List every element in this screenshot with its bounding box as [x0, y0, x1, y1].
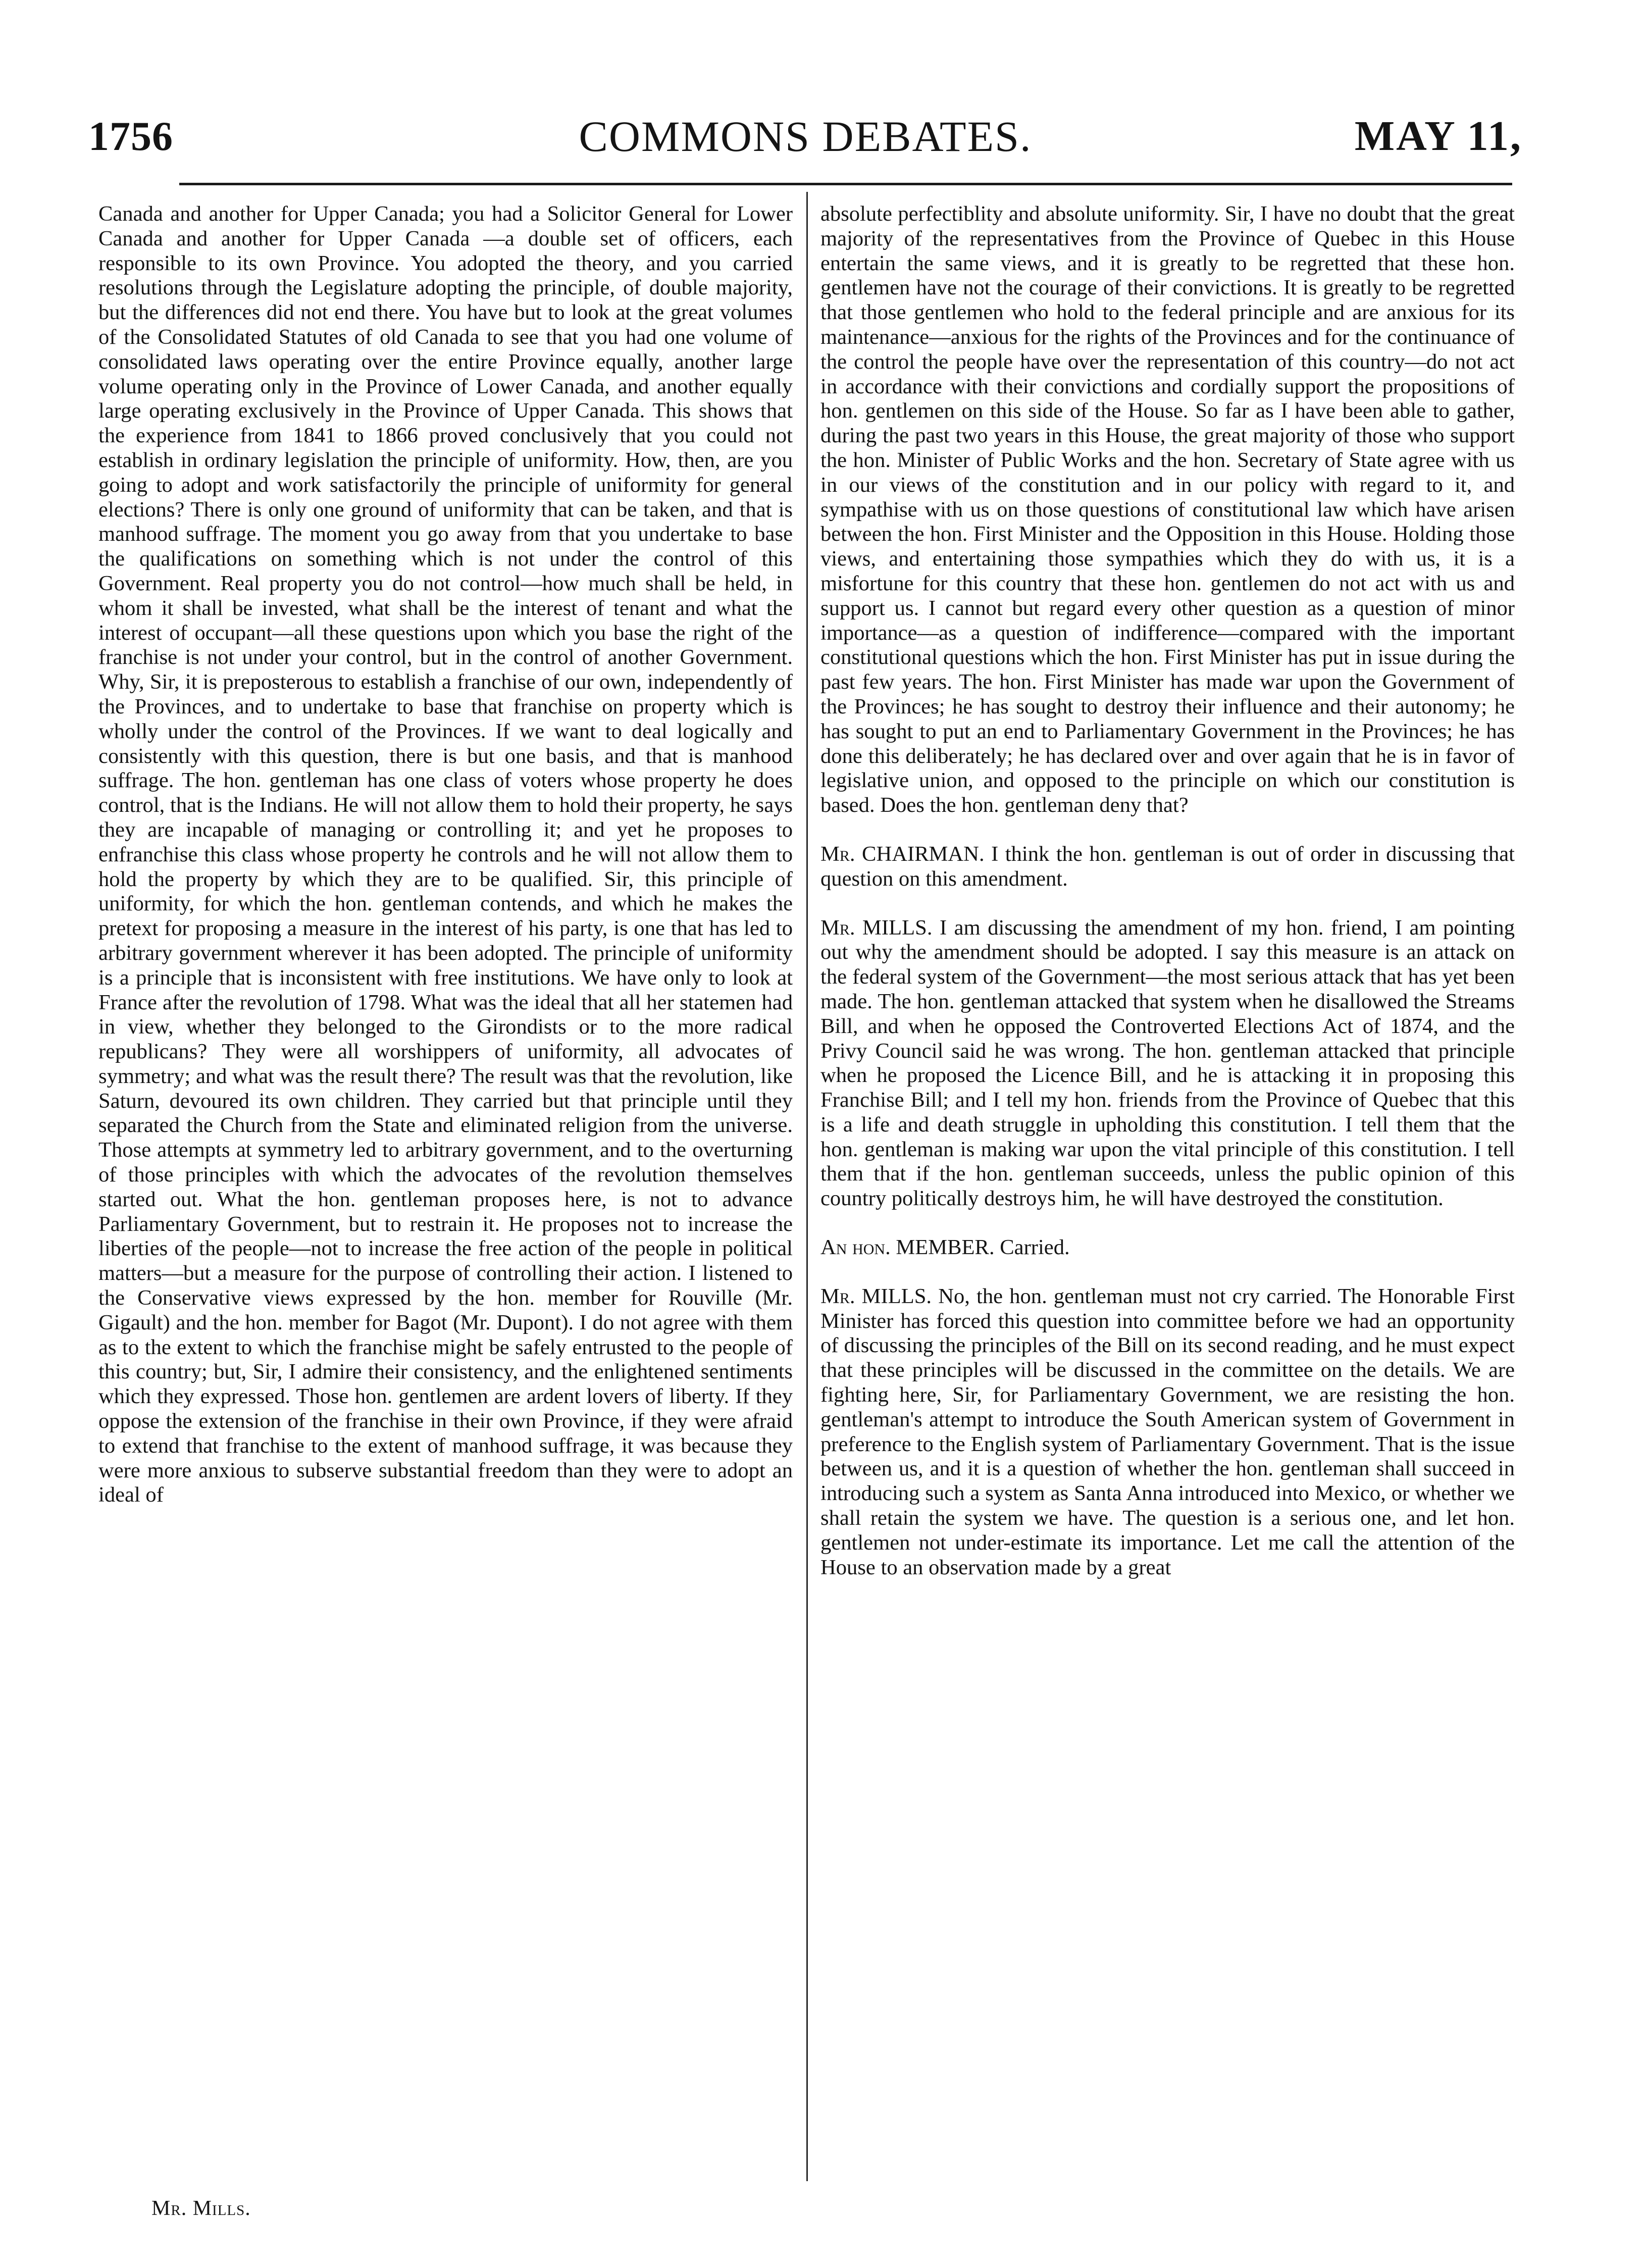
running-title: COMMONS DEBATES. [579, 112, 1032, 161]
left-paragraph: Canada and another for Upper Canada; you had a Solicitor General for Lower Canada and another for Upper Canada —a double set of officers, each responsible to its own Province. You adopted the theory, and you carried resolutions through the Legislature adopting the principle, of double majority, but the differences did not end there. You have but to look at the great volumes of the Consolidated Statutes of old Canada to see that you had one volume of consolidated laws operating over the entire Province equally, another large volume operating only in the Province of Lower Canada, and another equally large operating exclusively in the Province of Upper Canada. This shows that the experience from 1841 to 1866 proved conclusively that you could not establish in ordinary legislation the principle of uniformity. How, then, are you going to adopt and work satisfactorily the principle of uniformity for general elections? There is only one ground of uniformity that can be taken, and that is manhood suffrage. The moment you go away from that you undertake to base the qualifications on something which is not under the control of this Government. Real property you do not control—how much shall be held, in whom it shall be invested, what shall be the interest of tenant and what the interest of occupant—all these questions upon which you base the right of the franchise is not under your control, but in the control of another Government. Why, Sir, it is preposterous to establish a franchise of our own, independently of the Provinces, and to undertake to base that franchise on property which is wholly under the control of the Provinces. If we want to deal logically and consistently with this question, there is but one basis, and that is manhood suffrage. The hon. gentleman has one class of voters whose property he does control, that is the Indians. He will not allow them to hold their property, he says they are incapable of managing or controlling it; and yet he proposes to enfranchise this class whose property he controls and he will not allow them to hold the property by which they are to be qualified. Sir, this principle of uniformity, for which the hon. gentleman contends, and which he makes the pretext for proposing a measure in the interest of his party, is one that has led to arbitrary government wherever it has been adopted. The principle of uniformity is a principle that is inconsistent with free institutions. We have only to look at France after the revolution of 1798. What was the ideal that all her statemen had in view, whether they belonged to the Girondists or to the more radical republicans? They were all worshippers of uniformity, all advocates of symmetry; and what was the result there? The result was that the revolution, like Saturn, devoured its own children. They carried but that principle until they separated the Church from the State and eliminated religion from the universe. Those attempts at symmetry led to arbitrary government, and to the overturning of those principles with which the advocates of the revolution themselves started out. What the hon. gentleman proposes here, is not to advance Parliamentary Government, but to restrain it. He proposes not to increase the liberties of the people—not to increase the free action of the people in political matters—but a measure for the purpose of controlling their action. I listened to the Conservative views expressed by the hon. member for Rouville (Mr. Gigault) and the hon. member for Bagot (Mr. Dupont). I do not agree with them as to the extent to which the franchise might be safely entrusted to the people of this country; but, Sir, I admire their consistency, and the enlightened sentiments which they expressed. Those hon. gentlemen are ardent lovers of liberty. If they oppose the extension of the franchise in their own Province, if they were afraid to extend that franchise to the extent of manhood suffrage, it was because they were more anxious to subserve substantial freedom than they were to adopt an ideal of [98, 202, 793, 1507]
right-paragraph [820, 916, 1515, 1212]
speaker-signature: Mr. Mills. [151, 2197, 251, 2220]
page-header [88, 106, 1522, 167]
page-number: 1756 [88, 113, 173, 159]
paragraph-text: I think the hon. gentleman is out of order in discussing that question on this amendment. [820, 842, 1515, 891]
paragraph-text: Carried. [994, 1235, 1070, 1260]
speaker-name: Mr. CHAIRMAN. [820, 842, 985, 866]
paragraph-text: I am discussing the amendment of my hon. friend, I am pointing out why the amendment should be adopted. I say this measure is an attack on the federal system of the Government—the most serious attack that has yet been made. The hon. gentleman attacked that system when he disallowed the Streams Bill, and when he opposed the Controverted Elections Act of 1874, and the Privy Council said he was wrong. The hon. gentleman attacked that principle when he proposed the Licence Bill, and he is attacking it in proposing this Franchise Bill; and I tell my hon. friends from the Province of Quebec that this is a life and death struggle in upholding this constitution. I tell them that the hon. gentleman is making war upon the vital principle of this constitution. I tell them that if the hon. gentleman succeeds, unless the public opinion of this country politically destroys him, he will have destroyed the constitution. [820, 915, 1515, 1211]
right-paragraph [820, 202, 1515, 818]
speaker-name: An hon. MEMBER. [820, 1235, 995, 1260]
header-rule [179, 183, 1512, 185]
column-divider [806, 192, 808, 2181]
speaker-name: Mr. MILLS. [820, 1284, 932, 1308]
left-column [98, 202, 793, 2191]
paragraph-text: No, the hon. gentleman must not cry carried. The Honorable First Minister has forced this question into committee before we had an opportunity of discussing the principles of the Bill on its second reading, and he must expect that these principles will be discussed in the committee on the details. We are fighting here, Sir, for Parliamentary Government, we are resisting the hon. gentleman's attempt to introduce the South American system of Government in preference to the English system of Parliamentary Government. That is the issue between us, and it is a question of whether the hon. gentleman shall succeed in introducing such a system as Santa Anna introduced into Mexico, or whether we shall retain the system we have. The question is a serious one, and let hon. gentlemen not under-estimate its importance. Let me call the attention of the House to an observation made by a great [820, 1284, 1515, 1579]
right-paragraph [820, 1235, 1515, 1260]
speaker-name: Mr. MILLS. [820, 915, 933, 940]
right-paragraph [820, 842, 1515, 892]
right-column [820, 202, 1515, 2191]
right-paragraph [820, 1284, 1515, 1580]
header-date: MAY 11, [1354, 113, 1522, 160]
paragraph-text: absolute perfectiblity and absolute uniformity. Sir, I have no doubt that the great majority of the representatives from the Province of Quebec in this House entertain the same views, and it is greatly to be regretted that these hon. gentlemen have not the courage of their convictions. It is greatly to be regretted that those gentlemen who hold to the federal principle and are anxious for its maintenance—anxious for the rights of the Provinces and for the continuance of the control the people have over the representation of this country—do not act in accordance with their convictions and cordially support the propositions of hon. gentlemen on this side of the House. So far as I have been able to gather, during the past two years in this House, the great majority of those who support the hon. Minister of Public Works and the hon. Secretary of State agree with us in our views of the constitution and in our policy with regard to it, and sympathise with us on those questions of constitutional law which have arisen between the hon. First Minister and the Opposition in this House. Holding those views, and entertaining those sympathies which they do with us, it is a misfortune for this country that these hon. gentlemen do not act with us and support us. I cannot but regard every other question as a question of minor importance—as a question of indifference—compared with the important constitutional questions which the hon. First Minister has put in issue during the past few years. The hon. First Minister has made war upon the Government of the Provinces; he has sought to destroy their influence and their autonomy; he has sought to put an end to Parliamentary Government in the Provinces; he has done this deliberately; he has declared over and over again that he is in favor of legislative union, and opposed to the principle on which our constitution is based. Does the hon. gentleman deny that? [820, 202, 1515, 817]
